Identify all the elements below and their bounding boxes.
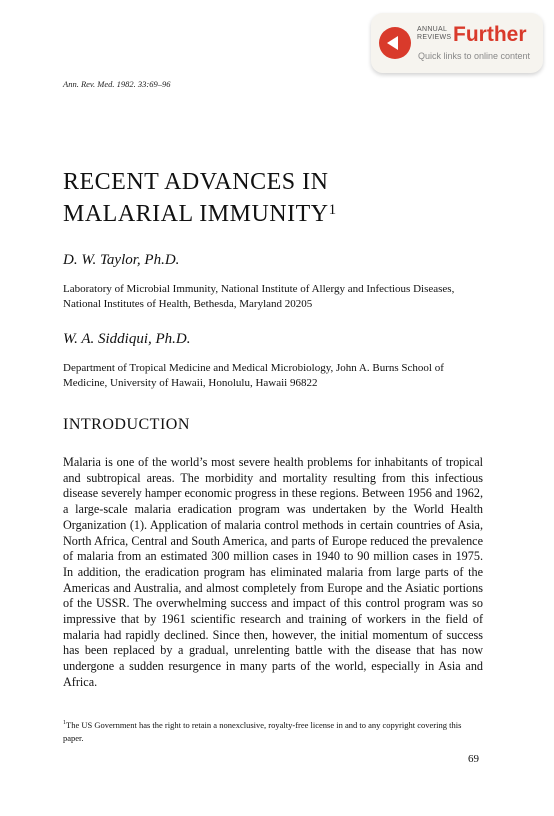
section-heading: INTRODUCTION	[63, 416, 190, 433]
quick-links-label: Quick links to online content	[418, 51, 531, 61]
footnote-text: The US Government has the right to retain a nonexclusive, royalty-free license in and to any copyright covering this paper.	[63, 719, 462, 744]
title-line-1: RECENT ADVANCES IN	[63, 169, 329, 195]
title-footnote-mark: 1	[328, 202, 337, 218]
annual-reviews-further-badge[interactable]	[371, 13, 543, 73]
footnote-mark: 1	[63, 720, 66, 726]
author-affiliation-1: Laboratory of Microbial Immunity, National Institute of Allergy and Infectious Diseases, National Institutes of Health, Bethesda, Maryland 20205	[63, 283, 455, 310]
footnote	[63, 717, 483, 746]
body-paragraph: Malaria is one of the world’s most severe health problems for inhabitants of tropical and subtropical areas. The morbidity and mortality resulting from this infectious disease severely hamper economic progress in these regions. Between 1956 and 1962, a large-scale malaria eradication program was undertaken by the World Health Organization (1). Application of malaria control methods in certain countries of Asia, North Africa, Central and South America, and parts of Europe reduced the prevalence of malaria from an estimated 300 million cases in 1940 to 90 million cases in 1975. In addition, the eradication program has eliminated malaria from large parts of the Americas and Australia, and almost completely from Europe and the Asiatic portions of the USSR. The overwhelming success and impact of this control program was so impressive that by 1961 scientific research and training of workers in the field of malaria had rapidly declined. Since then, however, the initial momentum of success has been replaced by a gradual, unrelenting battle with the disease that has now undergone a sudden resurgence in many parts of the world, especially in Asia and Africa.	[63, 455, 484, 689]
back-arrow-icon	[379, 27, 411, 59]
further-label: Further	[453, 23, 527, 46]
annual-reviews-logo-text: ANNUAL REVIEWS	[417, 26, 452, 41]
author-affiliation-2: Department of Tropical Medicine and Medical Microbiology, John A. Burns School of Medicine, University of Hawaii, Honolulu, Hawaii 96822	[63, 362, 444, 389]
article-title	[63, 168, 483, 228]
author-name-2: W. A. Siddiqui, Ph.D.	[63, 331, 191, 347]
author-name-1: D. W. Taylor, Ph.D.	[63, 252, 180, 268]
page-number: 69	[468, 753, 479, 765]
journal-citation: Ann. Rev. Med. 1982. 33:69–96	[63, 79, 171, 89]
title-line-2: MALARIAL IMMUNITY$^1$	[63, 201, 337, 227]
